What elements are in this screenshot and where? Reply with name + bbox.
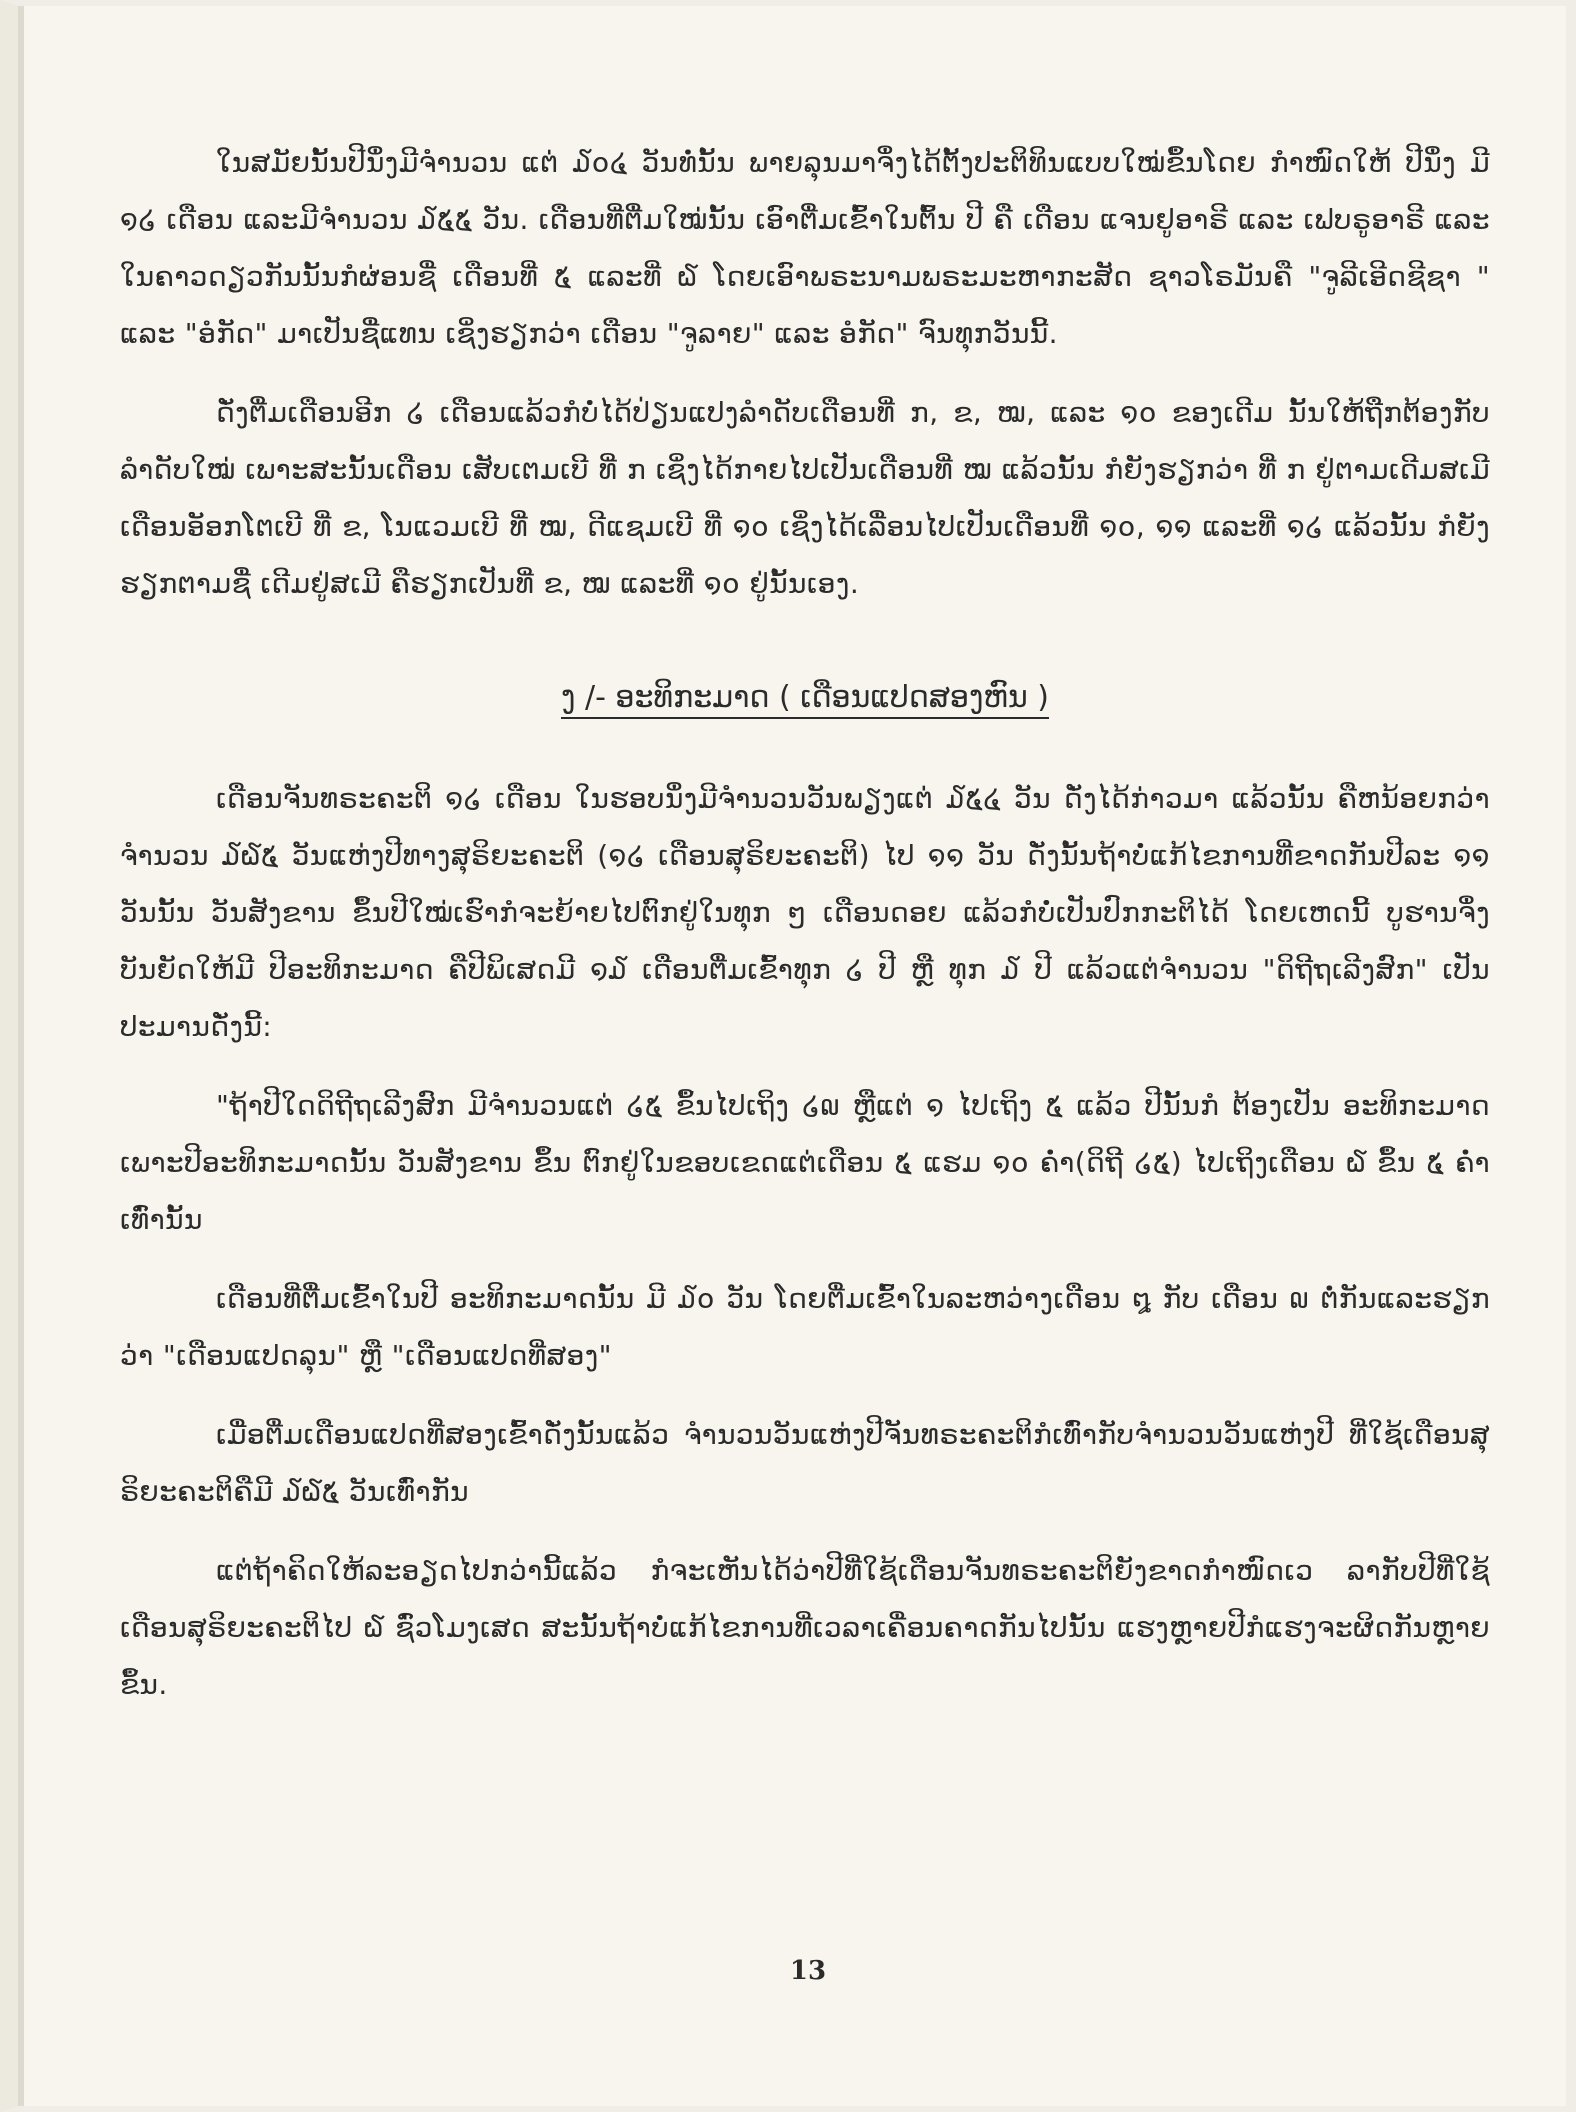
section-heading-text: ງ /- ອະທິກະມາດ ( ເດືອນແປດສອງຫົນ ) — [561, 680, 1049, 719]
section-heading — [120, 672, 1490, 724]
paragraph-2: ດັ່ງຕື່ມເດືອນອີກ ໒ ເດືອນແລ້ວກໍບໍ່ໄດ້ປ່ຽນແປງລຳດັບເດືອນທີ່ ກ, ຂ, ໝ, ແລະ ໑໐ ຂອງເດີມ ນັ້ນໃຫ້ຖືກຕ້ອງກັບລຳດັບໃໝ່ ເພາະສະນັ້ນເດືອນ ເສັບເຕມເບີ ທີ່ ກ ເຊິ່ງໄດ້ກາຍໄປເປັນເດືອນທີ່ ໝ ແລ້ວນັ້ນ ກໍຍັງຮຽກວ່າ ທີ່ ກ ຢູ່ຕາມເດີມສເມີ ເດືອນອັອກໂຕເບີ ທີ່ ຂ, ໂນແວມເບີ ທີ່ ໝ, ດີແຊມເບີ ທີ່ ໑໐ ເຊິ່ງໄດ້ເລື່ອນໄປເປັນເດືອນທີ່ ໑໐, ໑໑ ແລະທີ່ ໑໒ ແລ້ວນັ້ນ ກໍຍັງຮຽກຕາມຊື່ ເດີມຢູ່ສເມີ ຄືຮຽກເປັນທີ່ ຂ, ໝ ແລະທີ່ ໑໐ ຢູ່ນັ້ນເອງ. — [120, 396, 1490, 600]
page-content — [120, 134, 1490, 1735]
paragraph-1: ໃນສມັຍນັ້ນປີນຶ່ງມີຈຳນວນ ແຕ່ ໓໐໔ ວັນທໍ່ນັ້ນ ພາຍລຸນມາຈຶ່ງໄດ້ຕັ້ງປະຕິທິນແບບໃໝ່ຂຶ້ນໂດຍ ກຳໜົດໃຫ້ ປີນຶ່ງ ມີ ໑໒ ເດືອນ ແລະມີຈຳນວນ ໓໕໕ ວັນ. ເດືອນທີ່ຕື່ມໃໝ່ນັ້ນ ເອົາຕື່ມເຂົ້າໃນຕົ້ນ ປີ ຄື ເດືອນ ແຈນຢູອາຣີ ແລະ ເຟບຣູອາຣີ ແລະໃນຄາວດຽວກັນນັ້ນກໍຜ່ອນຊື່ ເດືອນທີ່ ໕ ແລະທີ່ ໖ ໂດຍເອົາພຣະນາມພຣະມະຫາກະສັດ ຊາວໂຣມັນຄື "ຈູລີເອີດຊີຊາ " ແລະ "ອໍກັດ" ມາເປັນຊື່ແທນ ເຊິ່ງຮຽກວ່າ ເດືອນ "ຈູລາຍ" ແລະ ອໍກັດ" ຈົນທຸກວັນນີ້. — [120, 146, 1490, 350]
paragraph-4: "ຖ້າປີໃດດິຖີຖເລີງສົກ ມີຈຳນວນແຕ່ ໒໕ ຂຶ້ນໄປເຖິງ ໒໙ ຫຼືແຕ່ ໑ ໄປເຖິງ ໕ ແລ້ວ ປີນັ້ນກໍ ຕ້ອງເປັນ ອະທິກະມາດ ເພາະປີອະທິກະມາດນັ້ນ ວັນສັງຂານ ຂຶ້ນ ຕົກຢູ່ໃນຂອບເຂດແຕ່ເດືອນ ໕ ແຮມ ໑໐ ຄ່ຳ(ດິຖີ ໒໕) ໄປເຖິງເດືອນ ໖ ຂຶ້ນ ໕ ຄ່ຳເທົ່ານັ້ນ — [120, 1089, 1490, 1236]
paragraph-7: ແຕ່ຖ້າຄິດໃຫ້ລະອຽດໄປກວ່ານີ້ແລ້ວ ກໍຈະເຫັນໄດ້ວ່າປີທີ່ໃຊ້ເດືອນຈັນທຣະຄະຕິຍັງຂາດກຳໜົດເວ ລາກັບປີທີ່ໃຊ້ເດືອນສຸຣິຍະຄະຕິໄປ ໖ ຊົ່ວໂມງເສດ ສະນັ້ນຖ້າບໍ່ແກ້ໄຂການທີ່ເວລາເຄື່ອນຄາດກັນໄປນັ້ນ ແຮງຫຼາຍປີກໍແຮງຈະຜິດກັນຫຼາຍຂຶ້ນ. — [120, 1554, 1490, 1701]
page-edge-shadow — [18, 6, 24, 2106]
paragraph-6: ເມື່ອຕື່ມເດືອນແປດທີ່ສອງເຂົ້າດັ່ງນັ້ນແລ້ວ ຈຳນວນວັນແຫ່ງປີຈັນທຣະຄະຕິກໍເທົ່າກັບຈຳນວນວັນແຫ່ງປີ ທີ່ໃຊ້ເດືອນສຸຣິຍະຄະຕິຄືມີ ໓໖໕ ວັນເທົ່າກັນ — [120, 1418, 1490, 1508]
paragraph-3: ເດືອນຈັນທຣະຄະຕິ ໑໒ ເດືອນ ໃນຮອບນຶ່ງມີຈຳນວນວັນພຽງແຕ່ ໓໕໔ ວັນ ດັ່ງໄດ້ກ່າວມາ ແລ້ວນັ້ນ ຄືຫນ້ອຍກວ່າຈຳນວນ ໓໖໕ ວັນແຫ່ງປີທາງສຸຣິຍະຄະຕິ (໑໒ ເດືອນສຸຣິຍະຄະຕິ) ໄປ ໑໑ ວັນ ດັ່ງນັ້ນຖ້າບໍ່ແກ້ໄຂການທີ່ຂາດກັນປີລະ ໑໑ ວັນນັ້ນ ວັນສັງຂານ ຂຶ້ນປີໃໝ່ເຮົາກໍຈະຍ້າຍໄປຕົກຢູ່ໃນທຸກ ໆ ເດືອນດອຍ ແລ້ວກໍບໍ່ເປັນປົກກະຕິໄດ້ ໂດຍເຫດນີ້ ບູຮານຈຶ່ງບັນຍັດໃຫ້ມີ ປີອະທິກະມາດ ຄືປີພິເສດມີ ໑໓ ເດືອນຕື່ມເຂົ້າທຸກ ໒ ປີ ຫຼື ທຸກ ໓ ປີ ແລ້ວແຕ່ຈຳນວນ "ດິຖີຖເລີງສົກ" ເປັນປະມານດັ່ງນີ້: — [120, 782, 1490, 1043]
page-number: 13 — [789, 1956, 827, 1986]
paragraph-5: ເດືອນທີ່ຕື່ມເຂົ້າໃນປີ ອະທິກະມາດນັ້ນ ມີ ໓໐ ວັນ ໂດຍຕື່ມເຂົ້າໃນລະຫວ່າງເດືອນ ໘ ກັບ ເດືອນ ໙ ຕໍ່ກັນແລະຮຽກວ່າ "ເດືອນແປດລຸນ" ຫຼື "ເດືອນແປດທີ່ສອງ" — [120, 1282, 1490, 1372]
